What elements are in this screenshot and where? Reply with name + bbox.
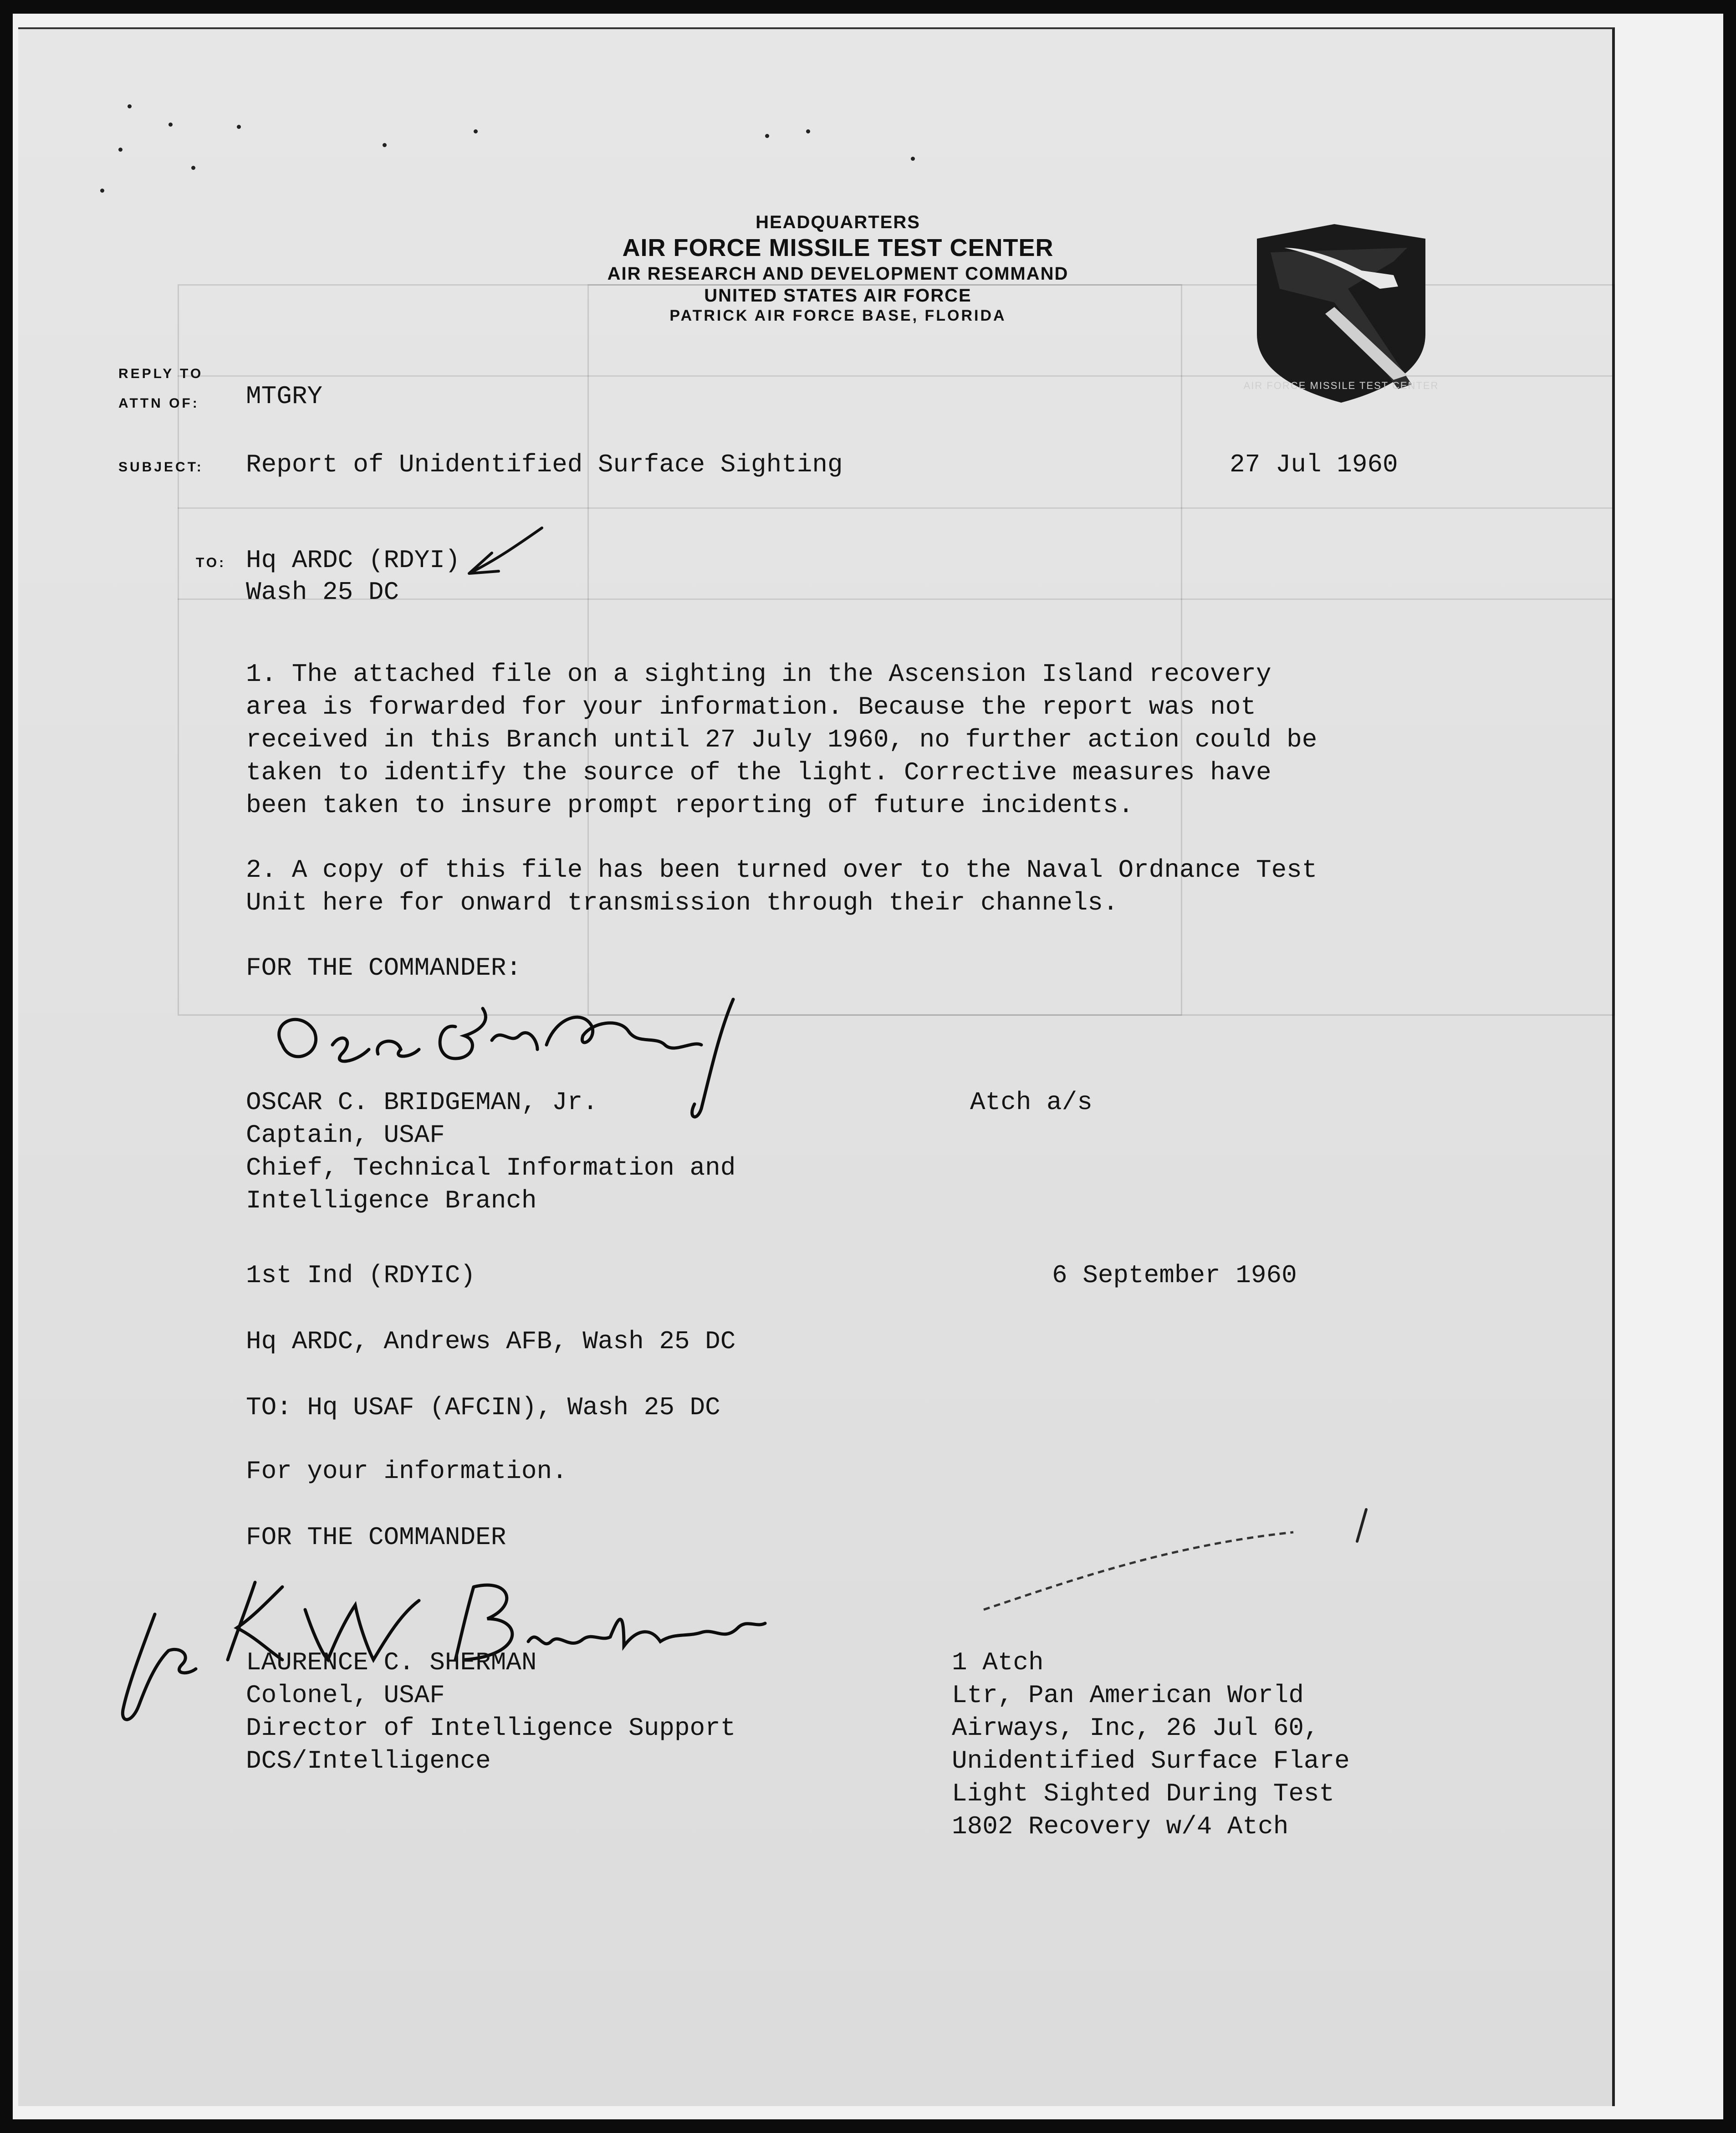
speck <box>806 129 810 133</box>
addressee-line-2: Wash 25 DC <box>246 578 399 607</box>
letter-page <box>18 27 1615 2106</box>
indorsement-info: For your information. <box>246 1457 567 1486</box>
para1-line: taken to identify the source of the light. Corrective measures have <box>246 758 1271 787</box>
letterhead-command: AIR RESEARCH AND DEVELOPMENT COMMAND <box>607 263 1069 284</box>
pencil-stroke-icon <box>975 1505 1375 1623</box>
speck <box>118 148 123 152</box>
to-label: TO: <box>196 555 226 570</box>
signer2-title: Director of Intelligence Support <box>246 1714 736 1743</box>
speck <box>191 166 195 170</box>
speck <box>911 157 915 161</box>
for-the-commander: FOR THE COMMANDER: <box>246 953 521 982</box>
signer1-title: Intelligence Branch <box>246 1186 537 1215</box>
indorsement-to: TO: Hq USAF (AFCIN), Wash 25 DC <box>246 1393 720 1422</box>
speck <box>765 134 769 138</box>
signer1-rank: Captain, USAF <box>246 1120 445 1150</box>
para1-line: received in this Branch until 27 July 1960, no further action could be <box>246 725 1317 754</box>
afmtc-seal-icon <box>1243 220 1439 407</box>
signer1-title: Chief, Technical Information and <box>246 1153 736 1182</box>
signer2-title: DCS/Intelligence <box>246 1746 491 1775</box>
para2-line: 2. A copy of this file has been turned over to the Naval Ordnance Test <box>246 855 1317 885</box>
speck <box>168 123 173 127</box>
reply-symbol: MTGRY <box>246 382 323 411</box>
speck <box>128 104 132 108</box>
signer2-name: LAURENCE C. SHERMAN <box>246 1648 537 1677</box>
seal-text: AIR FORCE MISSILE TEST CENTER <box>1243 380 1439 391</box>
letterhead-service: UNITED STATES AIR FORCE <box>704 285 972 306</box>
letterhead-center: AIR FORCE MISSILE TEST CENTER <box>622 234 1054 261</box>
indorsement-from: Hq ARDC, Andrews AFB, Wash 25 DC <box>246 1327 736 1356</box>
attachment-desc: Unidentified Surface Flare <box>952 1746 1350 1775</box>
para1-line: area is forwarded for your information. Because the report was not <box>246 692 1256 721</box>
attachment-desc: Ltr, Pan American World <box>952 1681 1304 1710</box>
reply-to-label: REPLY TO <box>118 366 204 381</box>
speck <box>383 143 387 147</box>
speck <box>474 129 478 133</box>
attachment-note: Atch a/s <box>970 1088 1093 1117</box>
attachment-desc: Airways, Inc, 26 Jul 60, <box>952 1714 1319 1743</box>
arrow-mark-icon <box>460 521 551 585</box>
attachment-desc: 1802 Recovery w/4 Atch <box>952 1812 1289 1841</box>
para1-line: been taken to insure prompt reporting of future incidents. <box>246 791 1134 820</box>
letter-date: 27 Jul 1960 <box>1230 450 1398 479</box>
indorsement-date: 6 September 1960 <box>1052 1261 1297 1290</box>
attn-of-label: ATTN OF: <box>118 396 199 411</box>
subject-label: SUBJECT: <box>118 460 204 475</box>
indorsement-for-commander: FOR THE COMMANDER <box>246 1523 506 1552</box>
letterhead <box>519 211 1157 325</box>
letterhead-base: PATRICK AIR FORCE BASE, FLORIDA <box>669 307 1006 324</box>
indorsement-number: 1st Ind (RDYIC) <box>246 1261 476 1290</box>
subject-text: Report of Unidentified Surface Sighting <box>246 450 843 479</box>
para2-line: Unit here for onward transmission through their channels. <box>246 888 1118 917</box>
addressee-line-1: Hq ARDC (RDYI) <box>246 546 460 575</box>
speck <box>237 125 241 129</box>
signer1-name: OSCAR C. BRIDGEMAN, Jr. <box>246 1088 598 1117</box>
signer2-rank: Colonel, USAF <box>246 1681 445 1710</box>
attachment-desc: Light Sighted During Test <box>952 1779 1335 1808</box>
letterhead-headquarters: HEADQUARTERS <box>756 212 920 232</box>
speck <box>100 189 104 193</box>
para1-line: 1. The attached file on a sighting in the Ascension Island recovery <box>246 660 1271 689</box>
attachment-count: 1 Atch <box>952 1648 1044 1677</box>
